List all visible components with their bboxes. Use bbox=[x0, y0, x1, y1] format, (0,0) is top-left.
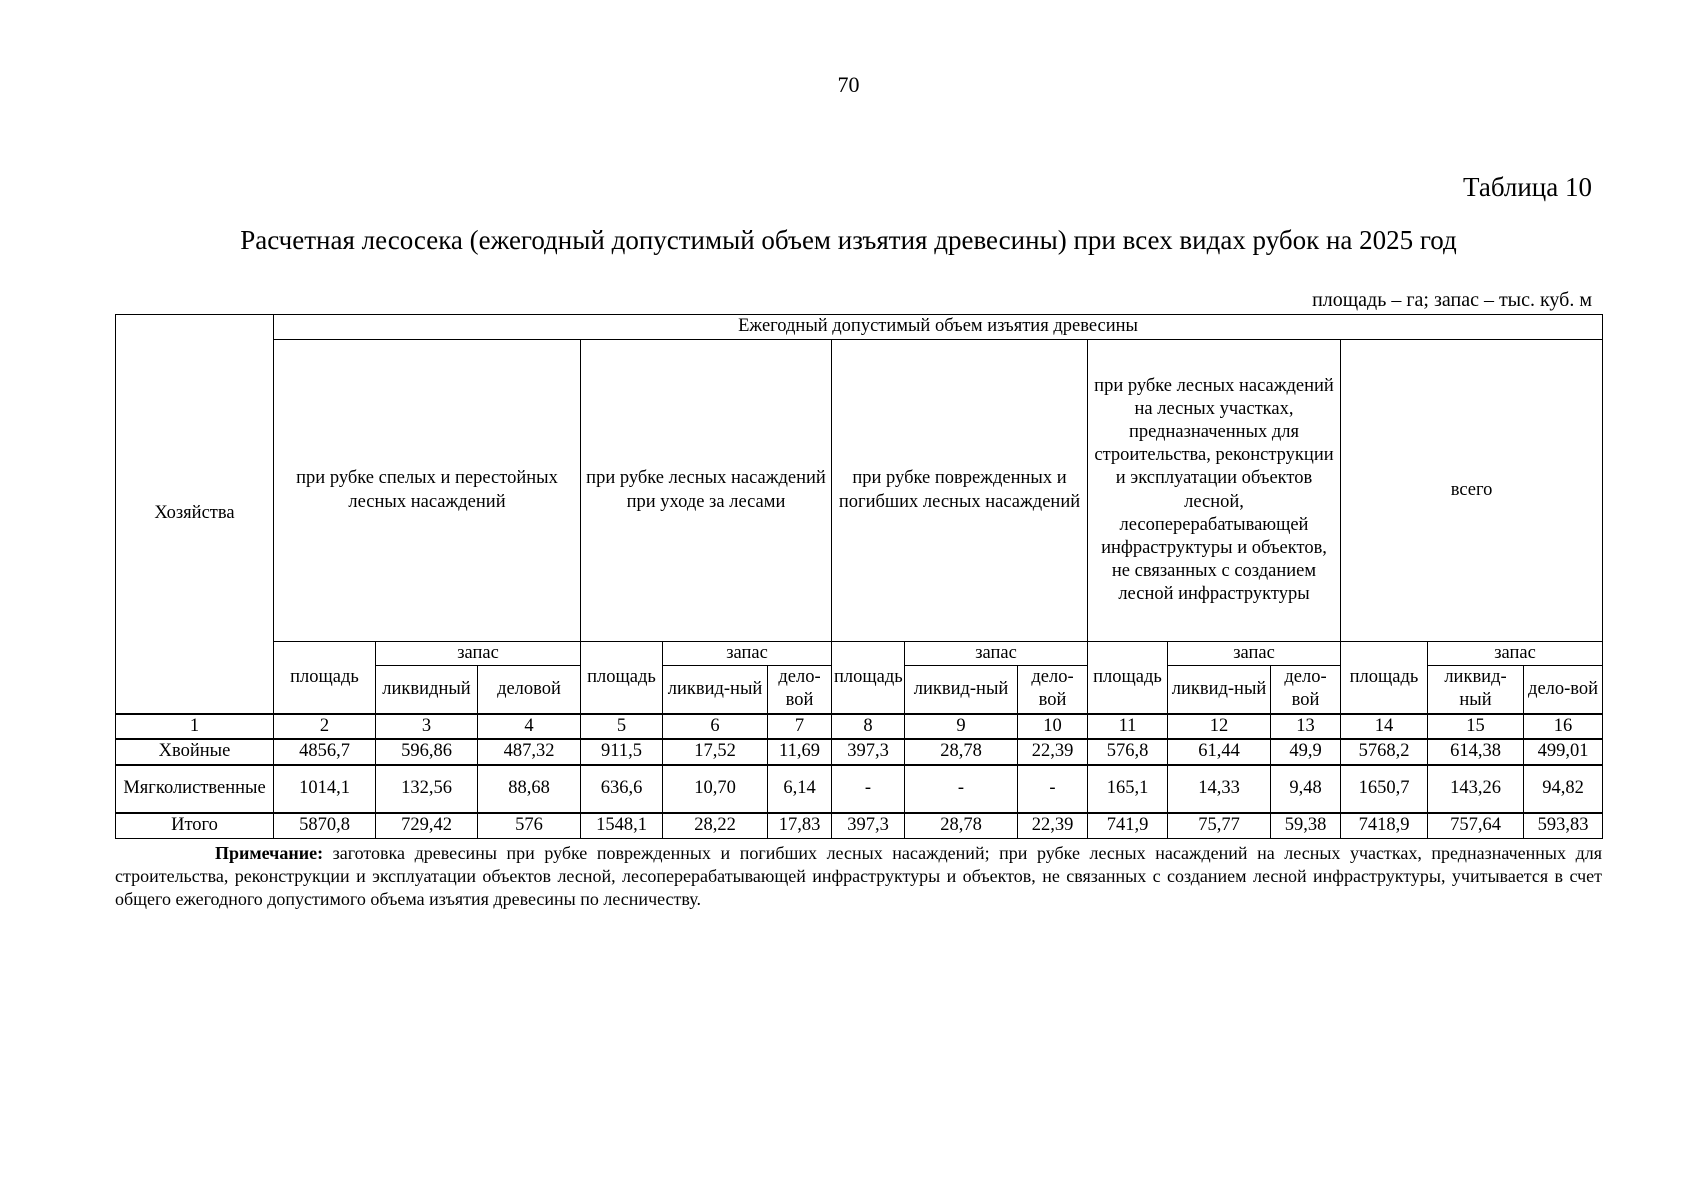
table-cell: 1014,1 bbox=[274, 765, 376, 813]
table-cell: 28,22 bbox=[663, 813, 768, 839]
column-number: 4 bbox=[478, 714, 581, 739]
table-cell: 28,78 bbox=[905, 739, 1018, 765]
column-number: 7 bbox=[768, 714, 832, 739]
table-cell: 576,8 bbox=[1088, 739, 1168, 765]
header-area: площадь bbox=[1088, 642, 1168, 714]
header-stock: запас bbox=[905, 642, 1088, 666]
table-cell: 49,9 bbox=[1271, 739, 1341, 765]
table-cell: 487,32 bbox=[478, 739, 581, 765]
header-business: дело-вой bbox=[1524, 666, 1603, 714]
table-cell: 397,3 bbox=[832, 813, 905, 839]
table-cell: 4856,7 bbox=[274, 739, 376, 765]
table-cell: 5870,8 bbox=[274, 813, 376, 839]
header-top: Ежегодный допустимый объем изъятия древесины bbox=[274, 315, 1603, 340]
column-number: 14 bbox=[1341, 714, 1428, 739]
row-name: Итого bbox=[116, 813, 274, 839]
table-cell: 22,39 bbox=[1018, 813, 1088, 839]
page-title: Расчетная лесосека (ежегодный допустимый объем изъятия древесины) при всех видах рубок на 2025 год bbox=[240, 225, 1457, 255]
header-liquid: ликвид-ный bbox=[1168, 666, 1271, 714]
units-caption: площадь – га; запас – тыс. куб. м bbox=[1312, 289, 1592, 311]
table-cell: 61,44 bbox=[1168, 739, 1271, 765]
table-cell: 14,33 bbox=[1168, 765, 1271, 813]
header-business: деловой bbox=[478, 666, 581, 714]
table-cell: 6,14 bbox=[768, 765, 832, 813]
header-business: дело-вой bbox=[768, 666, 832, 714]
table-cell: 94,82 bbox=[1524, 765, 1603, 813]
note-label: Примечание: bbox=[215, 843, 324, 863]
table-cell: 59,38 bbox=[1271, 813, 1341, 839]
table-cell: 1650,7 bbox=[1341, 765, 1428, 813]
table-cell: 741,9 bbox=[1088, 813, 1168, 839]
table-cell: 636,6 bbox=[581, 765, 663, 813]
table-cell: 7418,9 bbox=[1341, 813, 1428, 839]
header-group-2: при рубке лесных насаждений при уходе за лесами bbox=[581, 340, 832, 642]
header-group-5: всего bbox=[1341, 340, 1603, 642]
row-name: Мягколиственные bbox=[116, 765, 274, 813]
table-cell: 9,48 bbox=[1271, 765, 1341, 813]
header-business: дело-вой bbox=[1018, 666, 1088, 714]
table-cell: 911,5 bbox=[581, 739, 663, 765]
table-cell: 596,86 bbox=[376, 739, 478, 765]
table-cell: - bbox=[832, 765, 905, 813]
header-area: площадь bbox=[1341, 642, 1428, 714]
table-row bbox=[116, 813, 1603, 839]
table-cell: 75,77 bbox=[1168, 813, 1271, 839]
header-stock: запас bbox=[1168, 642, 1341, 666]
table-cell: 576 bbox=[478, 813, 581, 839]
table-cell: 17,52 bbox=[663, 739, 768, 765]
table-cell: 88,68 bbox=[478, 765, 581, 813]
table-row bbox=[116, 739, 1603, 765]
table-cell: 22,39 bbox=[1018, 739, 1088, 765]
table-cell: 5768,2 bbox=[1341, 739, 1428, 765]
column-number: 9 bbox=[905, 714, 1018, 739]
table-cell: 165,1 bbox=[1088, 765, 1168, 813]
header-area: площадь bbox=[581, 642, 663, 714]
table-note bbox=[115, 842, 1602, 911]
column-number: 5 bbox=[581, 714, 663, 739]
table-cell: - bbox=[1018, 765, 1088, 813]
header-farms: Хозяйства bbox=[116, 315, 274, 714]
header-liquid: ликвид-ный bbox=[1428, 666, 1524, 714]
header-stock: запас bbox=[1428, 642, 1603, 666]
page-number: 70 bbox=[837, 72, 860, 97]
header-stock: запас bbox=[376, 642, 581, 666]
header-stock: запас bbox=[663, 642, 832, 666]
table-row bbox=[116, 765, 1603, 813]
allowable-cut-table bbox=[115, 314, 1603, 839]
table-cell: 757,64 bbox=[1428, 813, 1524, 839]
table-cell: 593,83 bbox=[1524, 813, 1603, 839]
header-liquid: ликвид-ный bbox=[663, 666, 768, 714]
column-number: 3 bbox=[376, 714, 478, 739]
header-liquid: ликвидный bbox=[376, 666, 478, 714]
table-cell: 614,38 bbox=[1428, 739, 1524, 765]
column-number: 2 bbox=[274, 714, 376, 739]
table-cell: 1548,1 bbox=[581, 813, 663, 839]
row-name: Хвойные bbox=[116, 739, 274, 765]
header-area: площадь bbox=[274, 642, 376, 714]
header-business: дело-вой bbox=[1271, 666, 1341, 714]
table-cell: 17,83 bbox=[768, 813, 832, 839]
column-number: 13 bbox=[1271, 714, 1341, 739]
note-text: заготовка древесины при рубке поврежденных и погибших лесных насаждений; при рубке лесных насаждений на лесных участках, предназначенных для строительства, реконструкции и эксплуатации объектов лесной, лесоперерабатывающей инфраструктуры и объектов, не связанных с созданием лесной инфраструктуры, учитывается в счет общего ежегодного допустимого объема изъятия древесины по лесничеству. bbox=[115, 843, 1602, 910]
header-area: площадь bbox=[832, 642, 905, 714]
table-cell: 499,01 bbox=[1524, 739, 1603, 765]
table-cell: 10,70 bbox=[663, 765, 768, 813]
table-cell: 143,26 bbox=[1428, 765, 1524, 813]
table-cell: 397,3 bbox=[832, 739, 905, 765]
table-label: Таблица 10 bbox=[1463, 172, 1592, 202]
table-cell: - bbox=[905, 765, 1018, 813]
header-group-3: при рубке поврежденных и погибших лесных насаждений bbox=[832, 340, 1088, 642]
column-number: 8 bbox=[832, 714, 905, 739]
header-group-1: при рубке спелых и перестойных лесных насаждений bbox=[274, 340, 581, 642]
table-cell: 729,42 bbox=[376, 813, 478, 839]
column-number: 15 bbox=[1428, 714, 1524, 739]
column-number: 16 bbox=[1524, 714, 1603, 739]
column-number: 1 bbox=[116, 714, 274, 739]
table-cell: 28,78 bbox=[905, 813, 1018, 839]
table-cell: 11,69 bbox=[768, 739, 832, 765]
header-liquid: ликвид-ный bbox=[905, 666, 1018, 714]
column-number: 12 bbox=[1168, 714, 1271, 739]
column-number: 10 bbox=[1018, 714, 1088, 739]
table-cell: 132,56 bbox=[376, 765, 478, 813]
column-number: 11 bbox=[1088, 714, 1168, 739]
header-group-4: при рубке лесных насаждений на лесных участках, предназначенных для строительства, реконструкции и эксплуатации объектов лесной, лесоперерабатывающей инфраструктуры и объектов, не связанных с созданием лесной инфраструктуры bbox=[1088, 340, 1341, 642]
column-number: 6 bbox=[663, 714, 768, 739]
